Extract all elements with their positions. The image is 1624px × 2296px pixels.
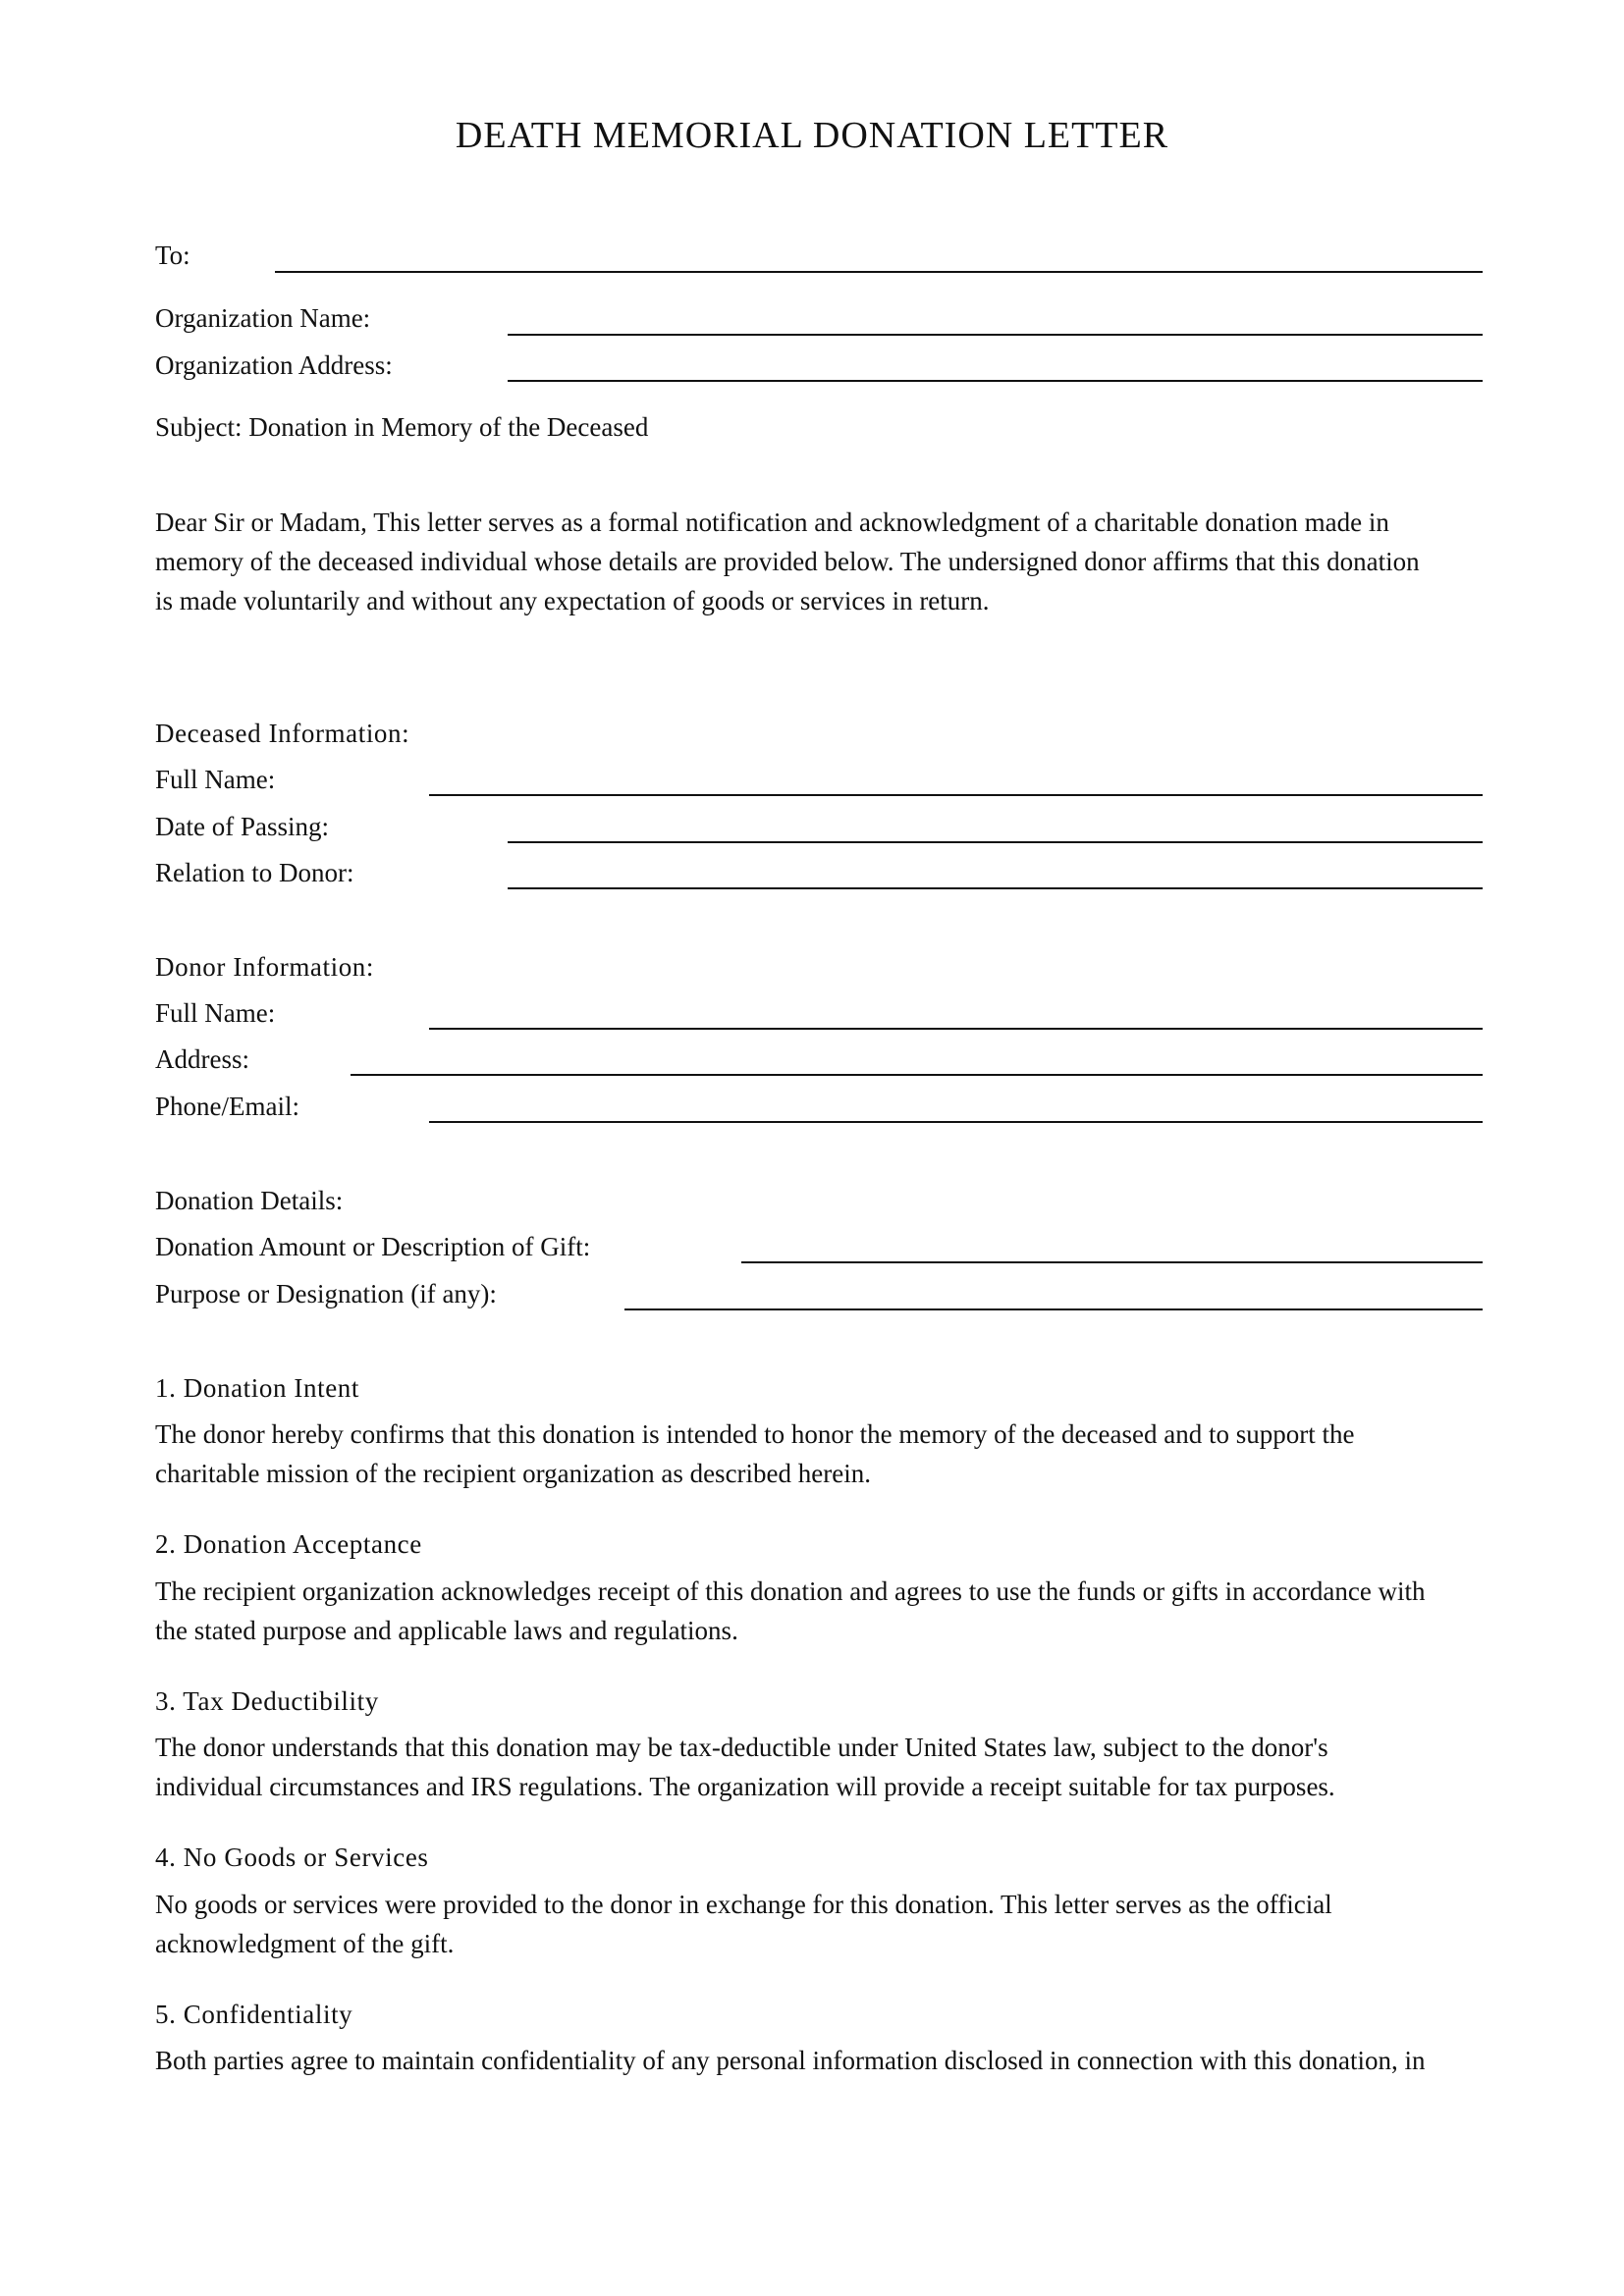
section-line: The recipient organization acknowledges receipt of this donation and agrees to use the funds or gifts in accordance with bbox=[155, 1576, 1426, 1606]
donor-full-name-field[interactable] bbox=[429, 1028, 1483, 1030]
donation-amount-field[interactable] bbox=[741, 1261, 1483, 1263]
intro-line: Dear Sir or Madam, This letter serves as a formal notification and acknowledgment of a charitable donation made in bbox=[155, 507, 1389, 537]
section-line: The donor hereby confirms that this donation is intended to honor the memory of the deceased and to support the bbox=[155, 1419, 1355, 1449]
intro-line: memory of the deceased individual whose details are provided below. The undersigned donor affirms that this donation bbox=[155, 547, 1420, 576]
section-line: the stated purpose and applicable laws and regulations. bbox=[155, 1616, 738, 1645]
intro-line: is made voluntarily and without any expectation of goods or services in return. bbox=[155, 586, 990, 615]
donor-address-field[interactable] bbox=[351, 1074, 1483, 1076]
donor-address-label: Address: bbox=[155, 1044, 249, 1074]
section-line: Both parties agree to maintain confidentiality of any personal information disclosed in connection with this donation, in bbox=[155, 2046, 1426, 2075]
org-name-field[interactable] bbox=[508, 334, 1483, 336]
purpose-field[interactable] bbox=[624, 1308, 1483, 1310]
donor-heading: Donor Information: bbox=[155, 952, 375, 982]
to-label: To: bbox=[155, 240, 190, 270]
org-name-label: Organization Name: bbox=[155, 303, 371, 333]
purpose-label: Purpose or Designation (if any): bbox=[155, 1279, 497, 1308]
donor-contact-field[interactable] bbox=[429, 1121, 1483, 1123]
document-title: DEATH MEMORIAL DONATION LETTER bbox=[455, 115, 1169, 156]
relation-field[interactable] bbox=[508, 887, 1483, 889]
section-line: The donor understands that this donation may be tax-deductible under United States law, subject to the donor's bbox=[155, 1733, 1328, 1762]
date-of-passing-field[interactable] bbox=[508, 841, 1483, 843]
section-line: charitable mission of the recipient organization as described herein. bbox=[155, 1459, 871, 1488]
deceased-heading: Deceased Information: bbox=[155, 719, 410, 748]
section-heading: 1. Donation Intent bbox=[155, 1373, 360, 1403]
section-line: No goods or services were provided to the donor in exchange for this donation. This letter serves as the official bbox=[155, 1890, 1332, 1919]
donor-contact-label: Phone/Email: bbox=[155, 1092, 299, 1121]
section-line: acknowledgment of the gift. bbox=[155, 1929, 455, 1958]
deceased-full-name-field[interactable] bbox=[429, 794, 1483, 796]
section-heading: 5. Confidentiality bbox=[155, 2000, 353, 2029]
org-address-field[interactable] bbox=[508, 380, 1483, 382]
section-heading: 3. Tax Deductibility bbox=[155, 1686, 379, 1716]
donation-heading: Donation Details: bbox=[155, 1186, 344, 1215]
deceased-full-name-label: Full Name: bbox=[155, 765, 276, 794]
to-field[interactable] bbox=[275, 271, 1483, 273]
section-heading: 2. Donation Acceptance bbox=[155, 1529, 422, 1559]
section-heading: 4. No Goods or Services bbox=[155, 1842, 429, 1872]
date-of-passing-label: Date of Passing: bbox=[155, 812, 329, 841]
subject-line: Subject: Donation in Memory of the Deceased bbox=[155, 412, 649, 442]
donor-full-name-label: Full Name: bbox=[155, 998, 276, 1028]
donation-amount-label: Donation Amount or Description of Gift: bbox=[155, 1232, 591, 1261]
relation-label: Relation to Donor: bbox=[155, 858, 354, 887]
section-line: individual circumstances and IRS regulations. The organization will provide a receipt suitable for tax purposes. bbox=[155, 1772, 1335, 1801]
org-address-label: Organization Address: bbox=[155, 350, 393, 380]
